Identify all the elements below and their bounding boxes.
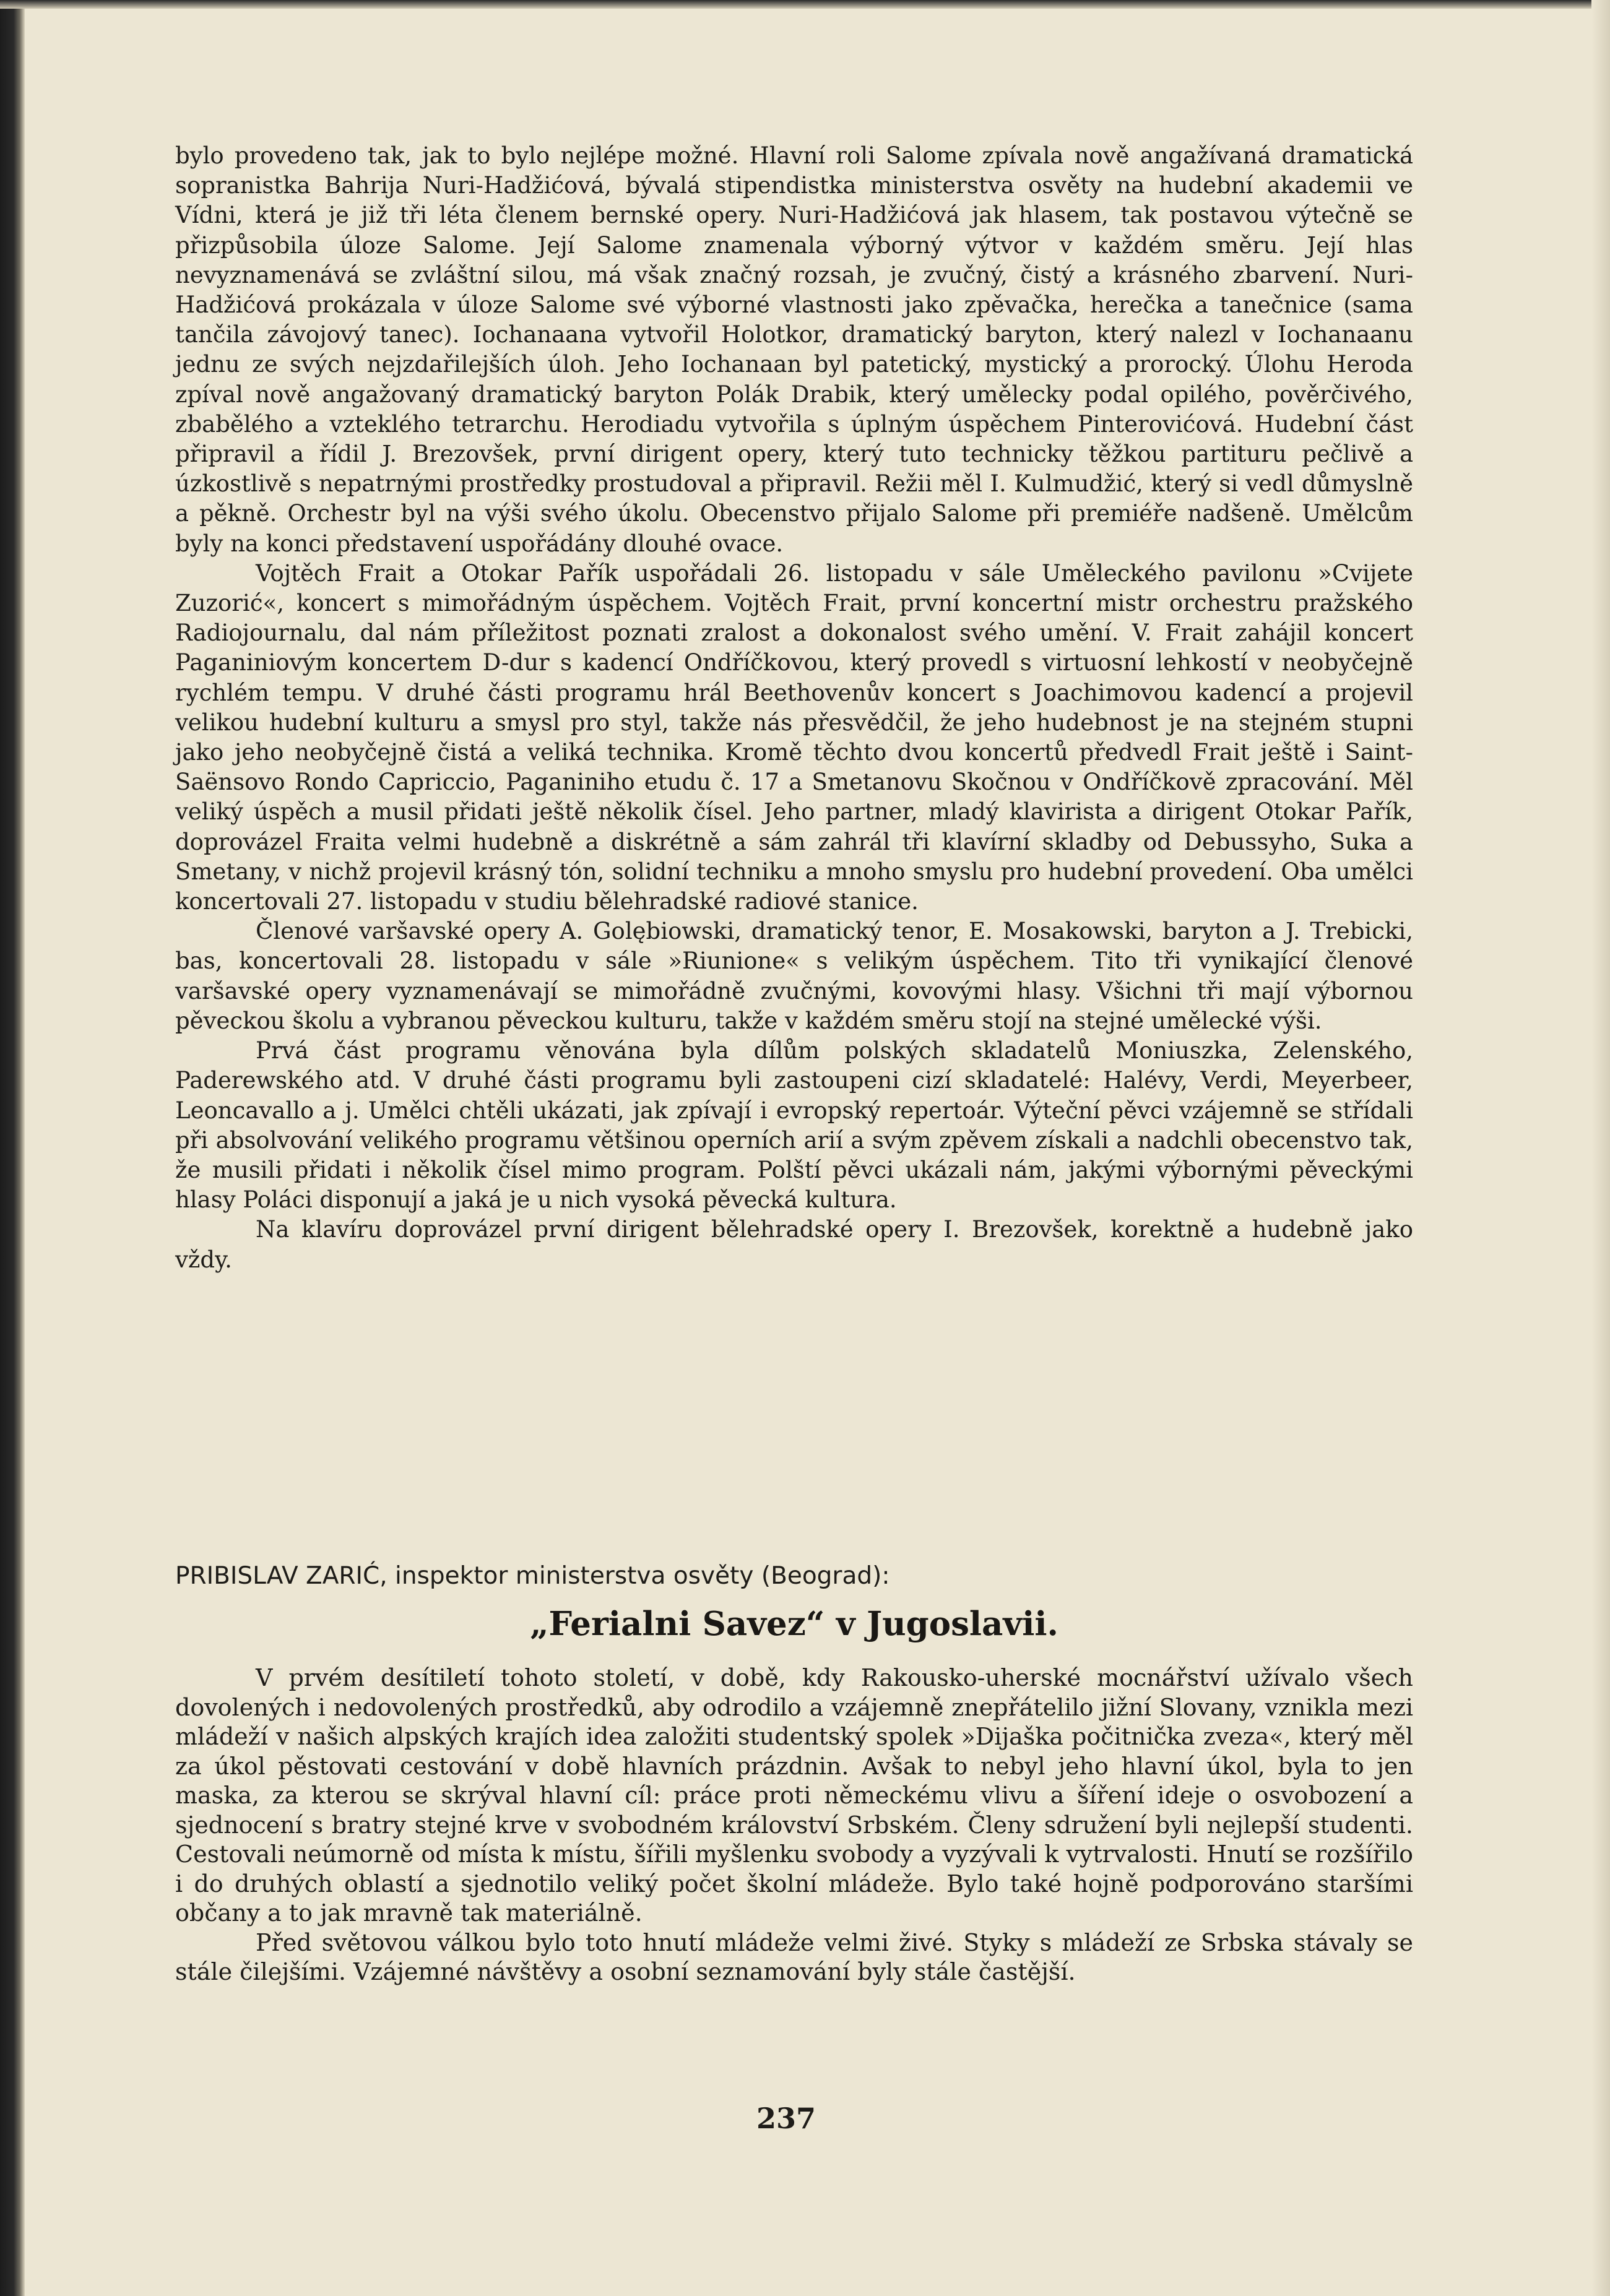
paragraph-piano-accompaniment: Na klavíru doprovázel první dirigent bělehradské opery I. Brezovšek, korektně a hudebně jako vždy. [175, 1216, 1413, 1273]
article-author-line: PRIBISLAV ZARIĆ, inspektor ministerstva osvěty (Beograd): [175, 1562, 890, 1590]
binding-edge [0, 0, 25, 2296]
paragraph-salome: bylo provedeno tak, jak to bylo nejlépe možné. Hlavní roli Salome zpívala nově angažívaná dramatická sopranistka Bahrija Nuri-Hadžićová, bývalá stipendistka ministerstva osvěty na hudební akademii ve Vídni, která je již tři léta členem bernské opery. Nuri-Hadžićová jak hlasem, tak postavou výtečně se přizpůsobila úloze Salome. Její Salome znamenala výborný výtvor v každém směru. Její hlas nevyznamenává se zvláštní silou, má však značný rozsah, je zvučný, čistý a krásného zbarvení. Nuri-Hadžićová prokázala v úloze Salome své výborné vlastnosti jako zpěvačka, herečka a tanečnice (sama tančila závojový tanec). Iochanaana vytvořil Holotkor, dramatický baryton, který nalezl v Iochanaanu jednu ze svých nejzdařilejších úloh. Jeho Iochanaan byl patetický, mystický a prorocký. Úlohu Heroda zpíval nově angažovaný dramatický baryton Polák Drabik, který umělecky podal opilého, pověrčivého, zbabělého a vzteklého tetrarchu. Herodiadu vytvořila s úplným úspěchem Pinterovićová. Hudební část připravil a řídil J. Brezovšek, první dirigent opery, který tuto technicky těžkou partituru pečlivě a úzkostlivě s nepatrnými prostředky prostudoval a připravil. Režii měl I. Kulmudžić, který si vedl důmyslně a pěkně. Orchestr byl na výši svého úkolu. Obecenstvo přijalo Salome při premiéře nadšeně. Umělcům byly na konci představení uspořádány dlouhé ovace. [175, 142, 1413, 557]
scan-top-edge [0, 0, 1610, 9]
paragraph-warsaw-opera: Členové varšavské opery A. Golębiowski, dramatický tenor, E. Mosakowski, baryton a J. Trebicki, bas, koncertovali 28. listopadu v sále »Riunione« s velikým úspěchem. Tito tři vynikající členové varšavské opery vyznamenávají se mimořádně zvučnými, kovovými hlasy. Všichni tři mají výbornou pěveckou školu a vybranou pěveckou kulturu, takže v každém směru stojí na stejné umělecké výši. [175, 918, 1413, 1034]
page-number: 237 [756, 2102, 816, 2135]
paragraph-history: V prvém desítiletí tohoto století, v době, kdy Rakousko-uherské mocnářství užívalo všech dovolených i nedovolených prostředků, aby odrodilo a vzájemně znepřátelilo jižní Slovany, vznikla mezi mládeží v našich alpských krajích idea založiti studentský spolek »Dijaška počitnička zveza«, který měl za úkol pěstovati cestování v době hlavních prázdnin. Avšak to nebyl jeho hlavní úkol, byla to jen maska, za kterou se skrýval hlavní cíl: práce proti německému vlivu a šíření ideje o osvobození a sjednocení s bratry stejné krve v svobodném království Srbském. Členy sdružení byli nejlepší studenti. Cestovali neúmorně od místa k místu, šířili myšlenku svobody a vyzývali k vytrvalosti. Hnutí se rozšířilo i do druhých oblastí a sjednotilo veliký počet školní mládeže. Bylo také hojně podporováno staršími občany a to jak mravně tak materiálně. [175, 1664, 1413, 1927]
paragraph-frait-parik: Vojtěch Frait a Otokar Pařík uspořádali 26. listopadu v sále Uměleckého pavilonu »Cvijete Zuzorić«, koncert s mimořádným úspěchem. Vojtěch Frait, první koncertní mistr orchestru pražského Radiojournalu, dal nám příležitost poznati zralost a dokonalost svého umění. V. Frait zahájil koncert Paganiniovým koncertem D-dur s kadencí Ondříčkovou, který provedl s virtuosní lehkostí v neobyčejně rychlém tempu. V druhé části programu hrál Beethovenův koncert s Joachimovou kadencí a projevil velikou hudební kulturu a smysl pro styl, takže nás přesvědčil, že jeho hudebnost je na stejném stupni jako jeho neobyčejně čistá a veliká technika. Kromě těchto dvou koncertů předvedl Frait ještě i Saint-Saënsovo Rondo Capriccio, Paganiniho etudu č. 17 a Smetanovu Skočnou v Ondříčkově zpracování. Měl veliký úspěch a musil přidati ještě několik čísel. Jeho partner, mladý klavirista a dirigent Otokar Pařík, doprovázel Fraita velmi hudebně a diskrétně a sám zahrál tři klavírní skladby od Debussyho, Suka a Smetany, v nichž projevil krásný tón, solidní techniku a mnoho smyslu pro hudební provedení. Oba umělci koncertovali 27. listopadu v studiu bělehradské radiové stanice. [175, 559, 1413, 915]
continued-article-text [175, 141, 1413, 1275]
new-article-text [175, 1664, 1413, 1987]
page-right-edge [1591, 0, 1610, 2296]
article-title: „Ferialni Savez“ v Jugoslavii. [530, 1605, 1058, 1643]
paragraph-before-war: Před světovou válkou bylo toto hnutí mládeže velmi živé. Styky s mládeží ze Srbska stávaly se stále čilejšími. Vzájemné návštěvy a osobní seznamování byly stále častější. [175, 1928, 1413, 1985]
paragraph-program: Prvá část programu věnována byla dílům polských skladatelů Moniuszka, Zelenského, Paderewského atd. V druhé části programu byli zastoupeni cizí skladatelé: Halévy, Verdi, Meyerbeer, Leoncavallo a j. Umělci chtěli ukázati, jak zpívají i evropský repertoár. Výteční pěvci vzájemně se střídali při absolvování velikého programu většinou operních arií a svým zpěvem získali a nadchli obecenstvo tak, že musili přidati i několik čísel mimo program. Polští pěvci ukázali nám, jakými výbornými pěveckými hlasy Poláci disponují a jaká je u nich vysoká pěvecká kultura. [175, 1037, 1413, 1214]
